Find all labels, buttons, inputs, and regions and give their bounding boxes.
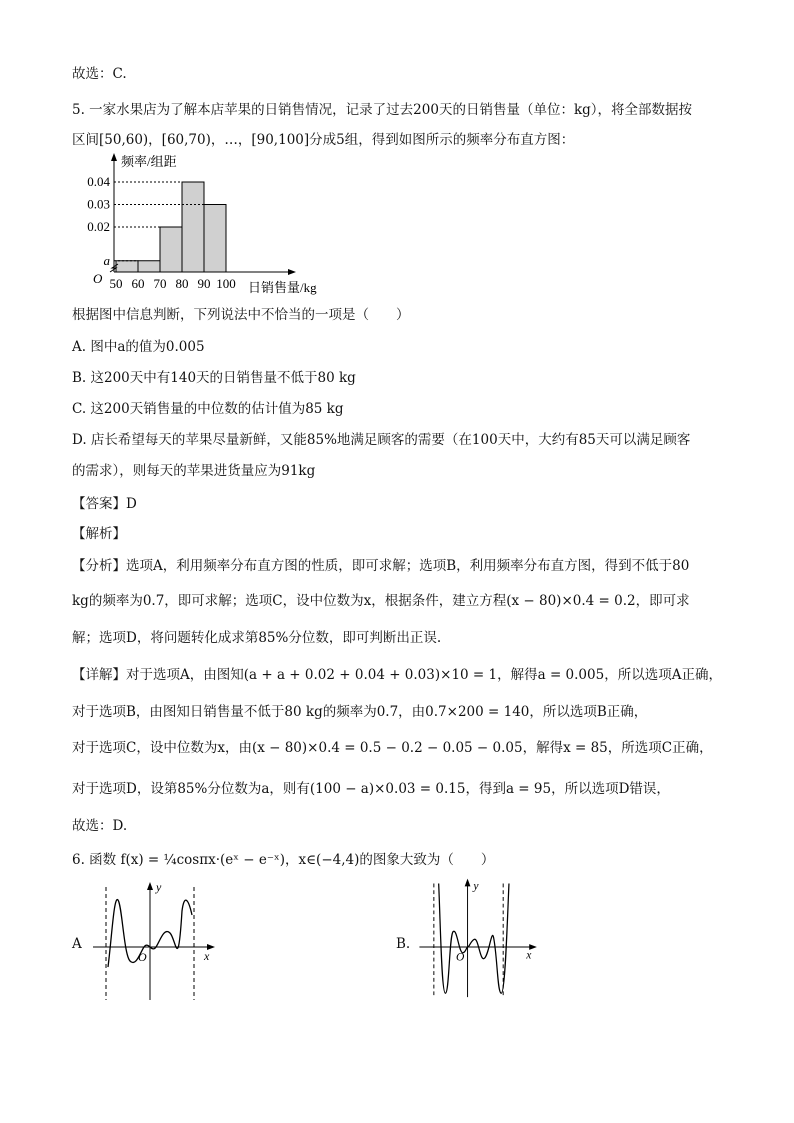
histogram-bar-2 <box>138 261 160 272</box>
histogram-bar-5 <box>204 205 226 273</box>
x-tick-label-6: 100 <box>216 276 236 291</box>
graph-option-b <box>412 870 552 1000</box>
detail-line-4: 对于选项D，设第85%分位数为a，则有(100 − a)×0.03 = 0.15，得到a = 95，所以选项D错误， <box>72 781 670 797</box>
y-tick-label-3: 0.03 <box>87 196 110 212</box>
graph-a-y-arrow <box>147 882 153 890</box>
question-5-line-2: 区间[50,60)，[60,70)，…，[90,100]分成5组，得到如图所示的频率分布直方图： <box>72 132 575 148</box>
histogram-bar-3 <box>160 227 182 272</box>
prev-answer-line: 故选：C. <box>72 66 127 82</box>
x-tick-label-4: 80 <box>175 276 189 291</box>
x-axis-label: 日销售量/kg <box>248 280 317 295</box>
option-c: C. 这200天销售量的中位数的估计值为85 kg <box>72 401 344 417</box>
histogram-bar-4 <box>182 182 204 272</box>
origin-label: O <box>93 271 103 286</box>
x-tick-label-2: 60 <box>131 276 145 291</box>
frequency-histogram <box>66 150 336 300</box>
option-a: A. 图中a的值为0.005 <box>72 339 205 355</box>
histogram-bar-1 <box>116 261 138 272</box>
graph-b-origin: O <box>456 951 465 964</box>
question-6-stem: 6. 函数 f(x) = ¼cosπx·(eˣ − e⁻ˣ)，x∈(−4,4)的图象大致为（ ） <box>72 852 495 868</box>
y-tick-label-4: 0.04 <box>87 174 110 189</box>
option-d-line-1: D. 店长希望每天的苹果尽量新鲜，又能85%地满足顾客的需要（在100天中，大约有85天可以满足顾客 <box>72 432 691 448</box>
conclusion-line: 故选：D. <box>72 818 128 834</box>
answer-line: 【答案】D <box>72 496 137 512</box>
option-d-line-2: 的需求），则每天的苹果进货量应为91kg <box>72 463 316 479</box>
graph-a-y-label: y <box>156 880 162 894</box>
graph-option-a-label: A <box>72 936 82 952</box>
detail-line-3: 对于选项C，设中位数为x，由(x − 80)×0.4 = 0.5 − 0.2 − 0.05 − 0.05，解得x = 85，所选项C正确， <box>72 740 713 756</box>
question-5-line-1: 5. 一家水果店为了解本店苹果的日销售情况，记录了过去200天的日销售量（单位：kg），将全部数据按 <box>72 102 693 118</box>
graph-b-y-label: y <box>473 880 479 893</box>
graph-b-x-label: x <box>526 949 532 962</box>
analysis-line-3: 解；选项D，将问题转化成求第85%分位数，即可判断出正误. <box>72 630 442 646</box>
question-5-stem: 根据图中信息判断，下列说法中不恰当的一项是（ ） <box>72 307 410 323</box>
graph-b-y-arrow <box>465 879 471 887</box>
y-tick-label-1: a <box>103 252 110 268</box>
x-axis-arrow <box>288 269 296 275</box>
analysis-line-2: kg的频率为0.7，即可求解；选项C，设中位数为x，根据条件，建立方程(x − 80)×0.4 = 0.2，即可求 <box>72 593 690 609</box>
graph-option-a <box>88 875 228 1005</box>
option-b: B. 这200天中有140天的日销售量不低于80 kg <box>72 370 356 386</box>
analysis-heading: 【解析】 <box>72 526 126 542</box>
y-axis-label: 频率/组距 <box>121 154 177 169</box>
x-tick-label-1: 50 <box>109 276 123 291</box>
graph-b-curve <box>439 883 509 993</box>
graph-a-x-label: x <box>204 949 210 963</box>
analysis-line-1: 【分析】选项A，利用频率分布直方图的性质，即可求解；选项B，利用频率分布直方图，得到不低于80 <box>72 558 690 574</box>
y-tick-label-2: 0.02 <box>87 219 110 234</box>
x-tick-label-3: 70 <box>153 276 167 291</box>
y-axis-arrow <box>111 153 117 161</box>
detail-line-2: 对于选项B，由图知日销售量不低于80 kg的频率为0.7，由0.7×200 = 140，所以选项B正确， <box>72 704 648 720</box>
detail-line-1: 【详解】对于选项A，由图知(a + a + 0.02 + 0.04 + 0.03)×10 = 1，解得a = 0.005，所以选项A正确， <box>72 667 722 683</box>
graph-option-b-label: B. <box>396 936 411 952</box>
x-tick-label-5: 90 <box>197 276 211 291</box>
graph-a-origin: O <box>138 950 147 964</box>
